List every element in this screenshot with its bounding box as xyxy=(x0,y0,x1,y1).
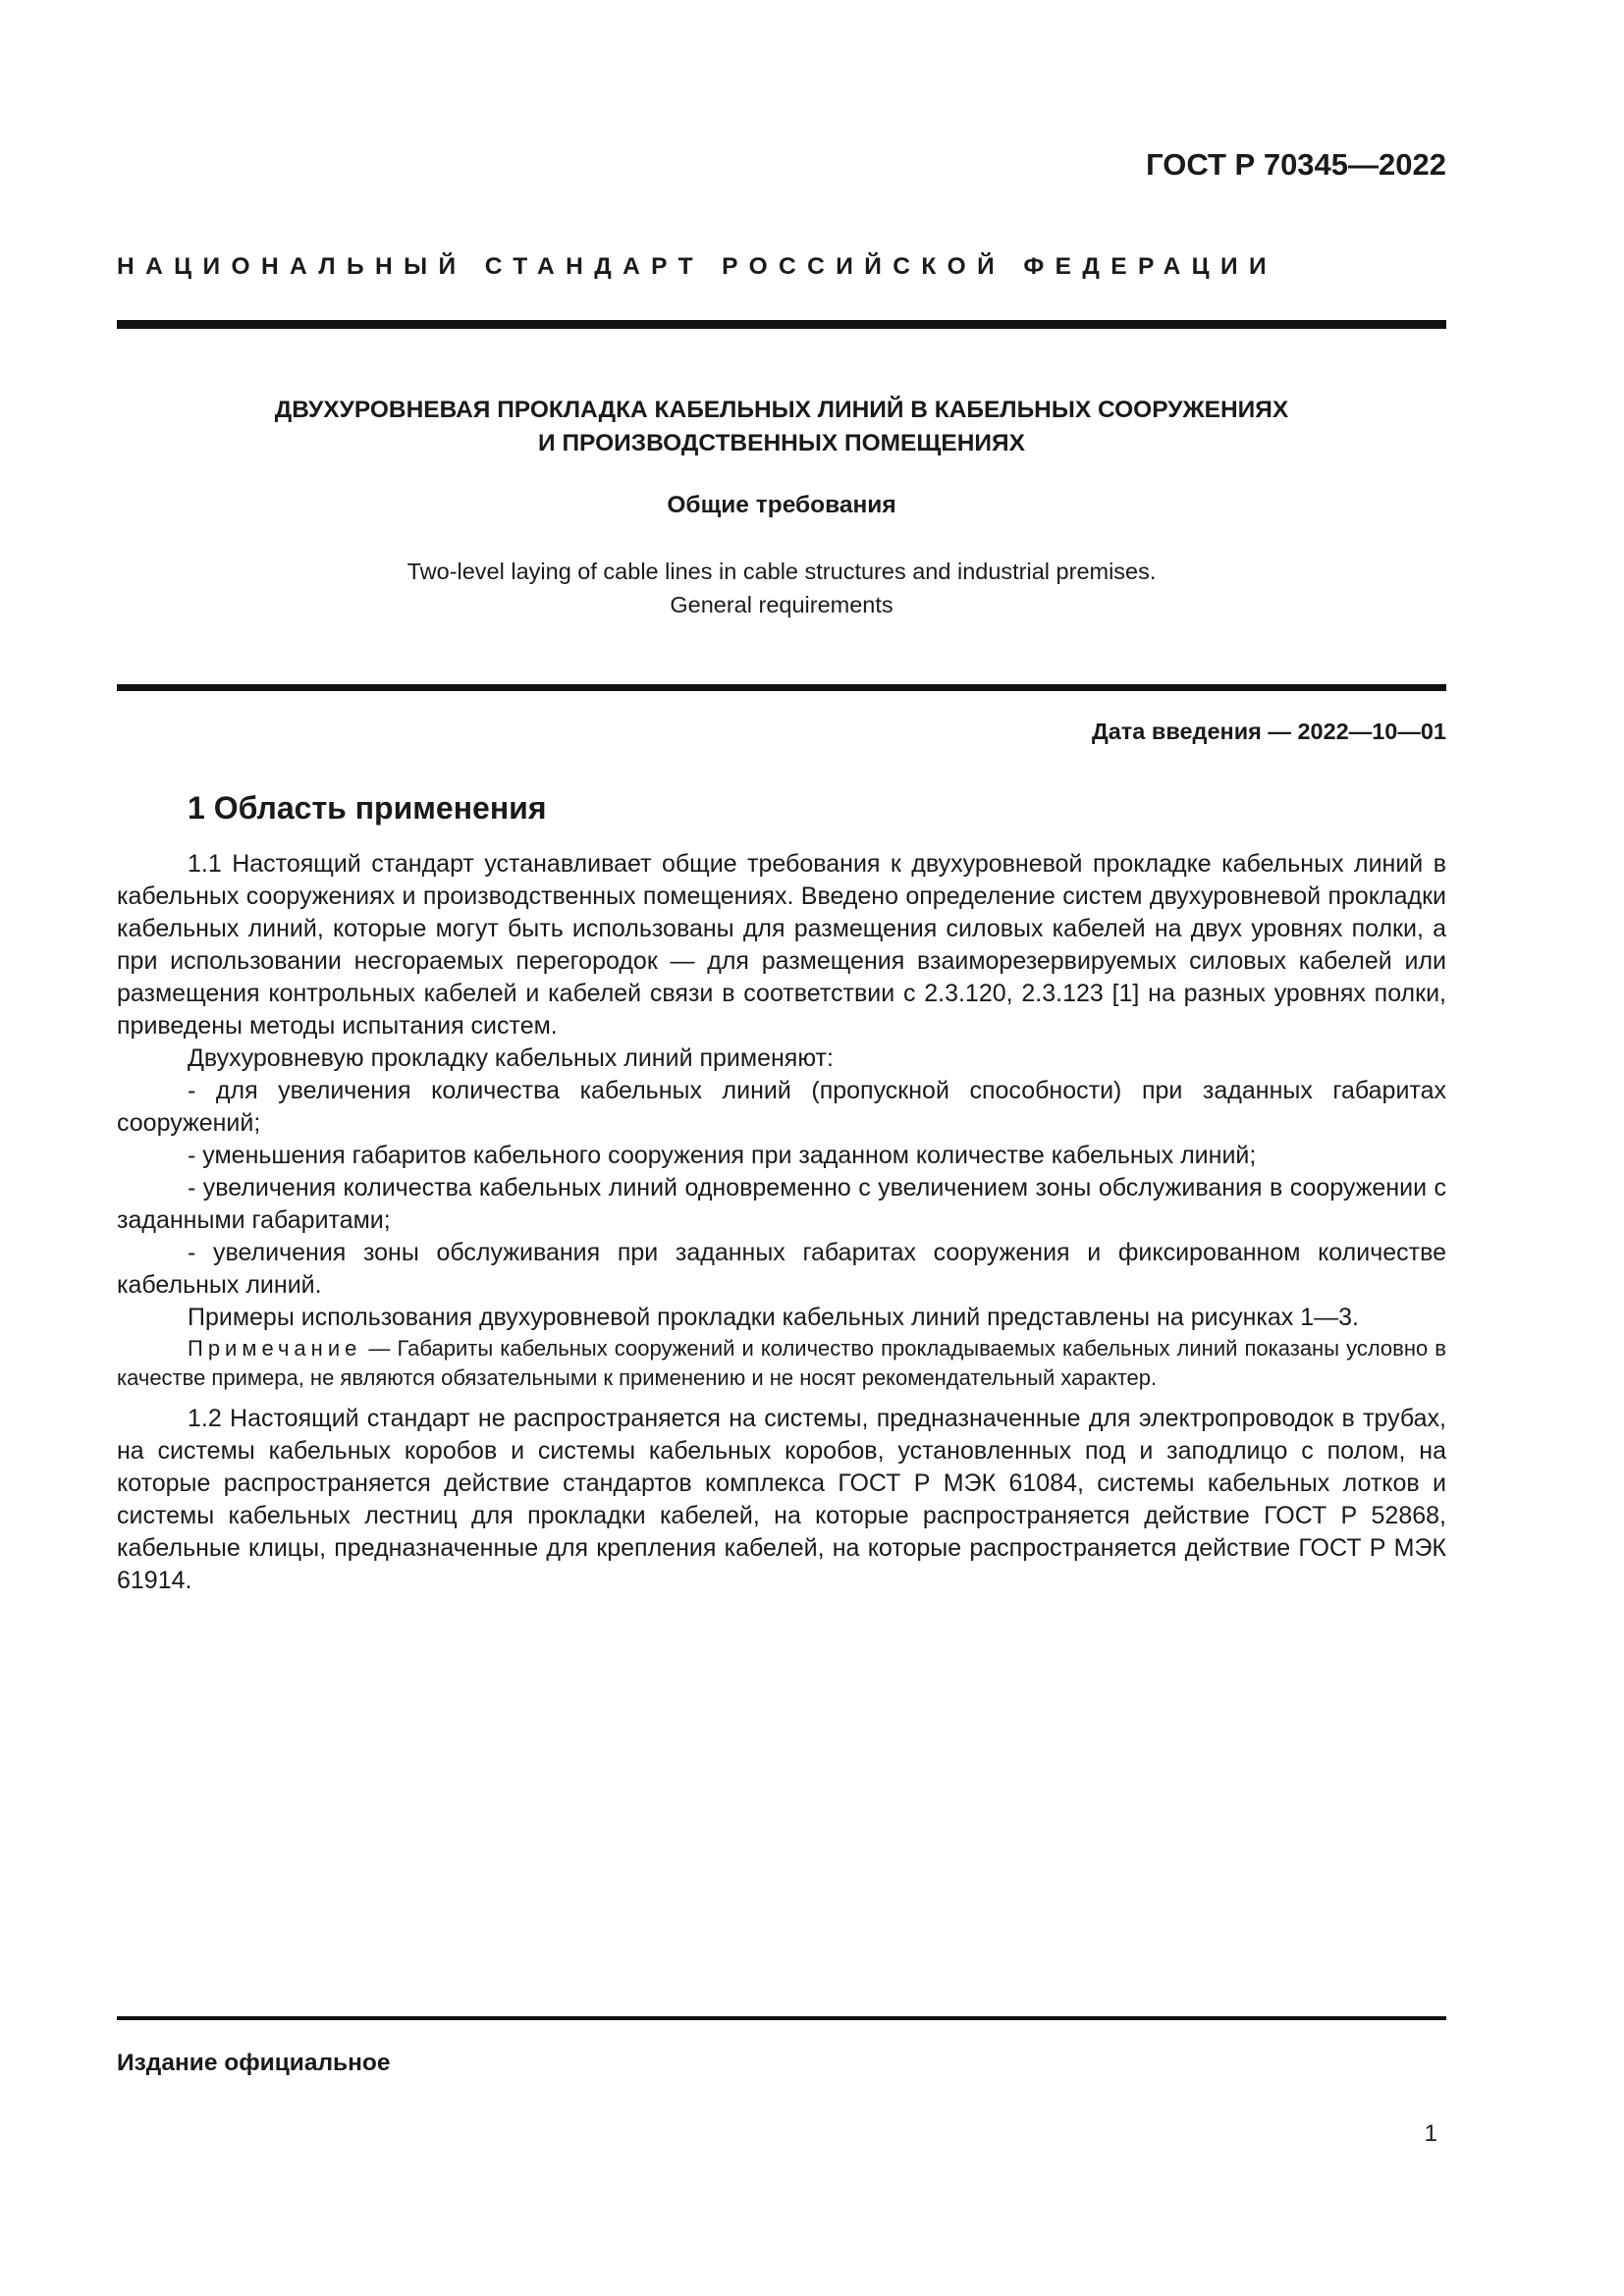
title-line-2: И ПРОИЗВОДСТВЕННЫХ ПОМЕЩЕНИЯХ xyxy=(538,430,1025,456)
document-title xyxy=(117,394,1446,460)
header-divider xyxy=(117,320,1446,329)
section-body xyxy=(117,848,1446,1597)
title-line-1: ДВУХУРОВНЕВАЯ ПРОКЛАДКА КАБЕЛЬНЫХ ЛИНИЙ В КАБЕЛЬНЫХ СООРУЖЕНИЯХ xyxy=(274,397,1289,423)
paragraph-application-intro: Двухуровневую прокладку кабельных линий применяют: xyxy=(188,1044,834,1072)
edition-label: Издание официальное xyxy=(117,2050,391,2076)
paragraph-1-1: 1.1 Настоящий стандарт устанавливает общие требования к двухуровневой прокладке кабельных линий в кабельных сооружениях и производственных помещениях. Введено определение систем двухуровневой прокладки кабельных линий, которые могут быть использованы для размещения силовых кабелей на двух уровнях полки, а при использовании несгораемых перегородок — для размещения взаиморезервируемых силовых кабелей или размещения контрольных кабелей и кабелей связи в соответствии с 2.3.120, 2.3.123 [1] на разных уровнях полки, приведены методы испытания систем. xyxy=(117,850,1446,1040)
section-heading: 1 Область применения xyxy=(188,790,547,826)
gost-code: ГОСТ Р 70345—2022 xyxy=(1146,147,1446,182)
national-standard-banner: НАЦИОНАЛЬНЫЙ СТАНДАРТ РОССИЙСКОЙ ФЕДЕРАЦИИ xyxy=(117,253,1278,280)
note xyxy=(117,1334,1446,1393)
paragraph-examples: Примеры использования двухуровневой прокладки кабельных линий представлены на рисунках 1—3. xyxy=(188,1304,1359,1331)
note-label: Примечание xyxy=(188,1336,362,1361)
english-title xyxy=(117,555,1446,621)
footer-divider xyxy=(117,2016,1446,2020)
list-item: - для увеличения количества кабельных линий (пропускной способности) при заданных габаритах сооружений; xyxy=(117,1077,1446,1137)
page-number: 1 xyxy=(1424,2120,1437,2147)
title-divider xyxy=(117,684,1446,691)
english-title-line-1: Two-level laying of cable lines in cable structures and industrial premises. xyxy=(406,559,1157,584)
introduction-date: Дата введения — 2022—10—01 xyxy=(1091,719,1446,744)
list-item: - увеличения зоны обслуживания при заданных габаритах сооружения и фиксированном количестве кабельных линий. xyxy=(117,1239,1446,1299)
document-subtitle: Общие требования xyxy=(667,492,896,518)
english-title-line-2: General requirements xyxy=(670,592,893,617)
list-item: - увеличения количества кабельных линий одновременно с увеличением зоны обслуживания в сооружении с заданными габаритами; xyxy=(117,1174,1446,1234)
note-text: — Габариты кабельных сооружений и количество прокладываемых кабельных линий показаны условно в качестве примера, не являются обязательными к применению и не носят рекомендательный характер. xyxy=(117,1336,1446,1390)
paragraph-1-2: 1.2 Настоящий стандарт не распространяется на системы, предназначенные для электропроводок в трубах, на системы кабельных коробов и системы кабельных коробов, установленных под и заподлицо с полом, на которые распространяется действие стандартов комплекса ГОСТ Р МЭК 61084, системы кабельных лотков и системы кабельных лестниц для прокладки кабелей, на которые распространяется действие ГОСТ Р 52868, кабельные клицы, предназначенные для крепления кабелей, на которые распространяется действие ГОСТ Р МЭК 61914. xyxy=(117,1405,1446,1594)
list-item: - уменьшения габаритов кабельного сооружения при заданном количестве кабельных линий; xyxy=(188,1142,1257,1169)
